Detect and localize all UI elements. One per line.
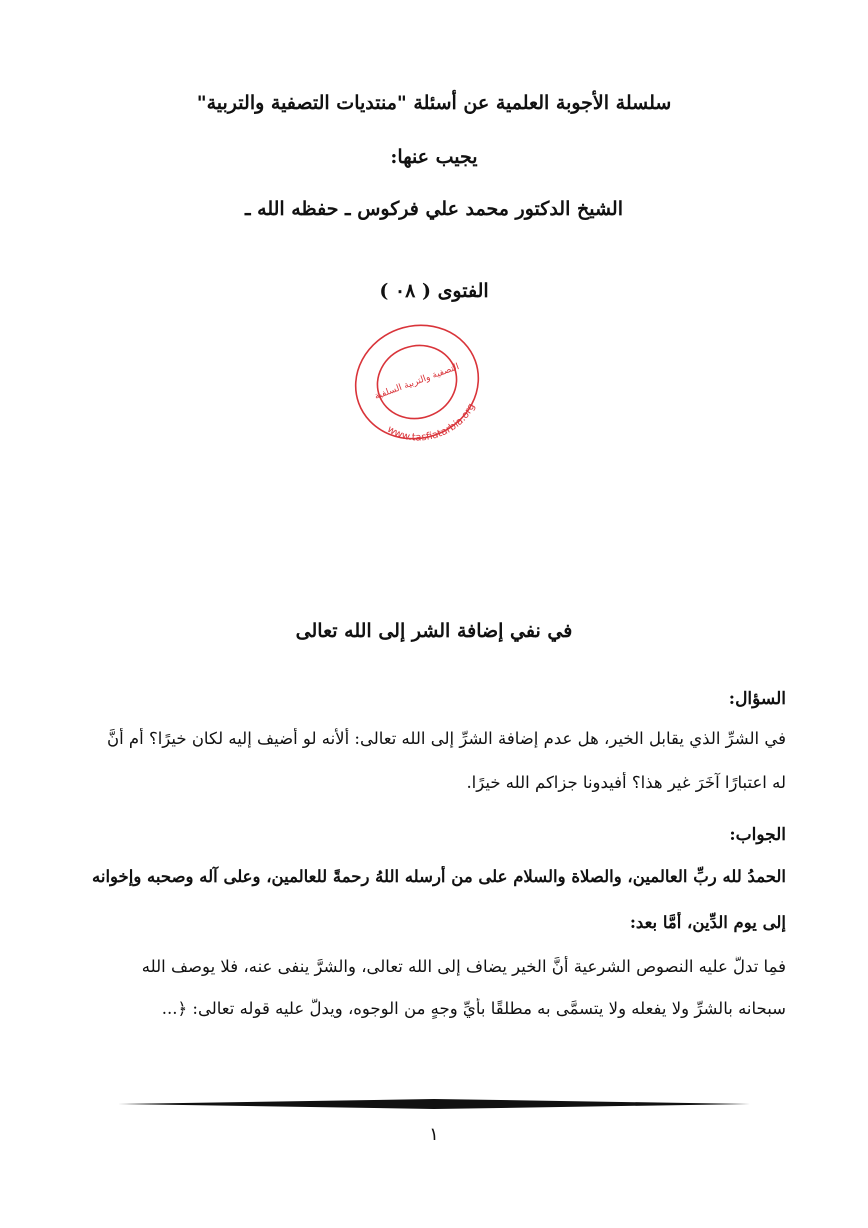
footer-divider: [118, 1098, 750, 1110]
answer-label: الجواب:: [729, 825, 786, 845]
sheikh-name: الشيخ الدكتور محمد علي فركوس ـ حفظه الله ـ: [244, 198, 624, 220]
question-label: السؤال:: [728, 689, 786, 709]
series-title: سلسلة الأجوبة العلمية عن أسئلة "منتديات التصفية والتربية": [196, 92, 672, 114]
answer-text-line: فمِا تدلُّ عليه النصوص الشرعية أنَّ الخير يضاف إلى الله تعالى، والشرَّ ينفى عنه، فلا يوصف الله: [141, 957, 786, 976]
organization-stamp: [345, 318, 485, 448]
stamp-inner-text: التصفية والتربية السلفية: [373, 362, 461, 402]
question-text-line: في الشرِّ الذي يقابل الخير، هل عدم إضافة الشرِّ إلى الله تعالى: ألأنه لو أضيف إليه لكان خيرًا؟ أم أنَّ: [106, 729, 786, 748]
topic-title: في نفي إضافة الشر إلى الله تعالى: [295, 620, 573, 642]
answer-text-line: الحمدُ لله ربِّ العالمين، والصلاة والسلام على من أرسله اللهُ رحمةً للعالمين، وعلى آله وصحبه وإخوانه: [92, 867, 786, 886]
svg-text:www.tasfiatarbia.org: [383, 394, 484, 448]
answer-text-line: إلى يوم الدِّين، أمَّا بعد:: [629, 913, 786, 932]
stamp-arc-text: www.tasfiatarbia.org: [385, 401, 478, 444]
answer-text-line: سبحانه بالشرِّ ولا يفعله ولا يتسمَّى به مطلقًا بأيِّ وجهٍ من الوجوه، ويدلُّ عليه قوله تعالى: ﴿...: [161, 999, 786, 1018]
answerer-label: يجيب عنها:: [390, 146, 478, 168]
fatwa-number: الفتوى ( ٠٨ ): [379, 280, 489, 302]
question-text-line: له اعتبارًا آخَرَ غير هذا؟ أفيدونا جزاكم الله خيرًا.: [466, 773, 786, 792]
page-number: ١: [429, 1124, 439, 1145]
